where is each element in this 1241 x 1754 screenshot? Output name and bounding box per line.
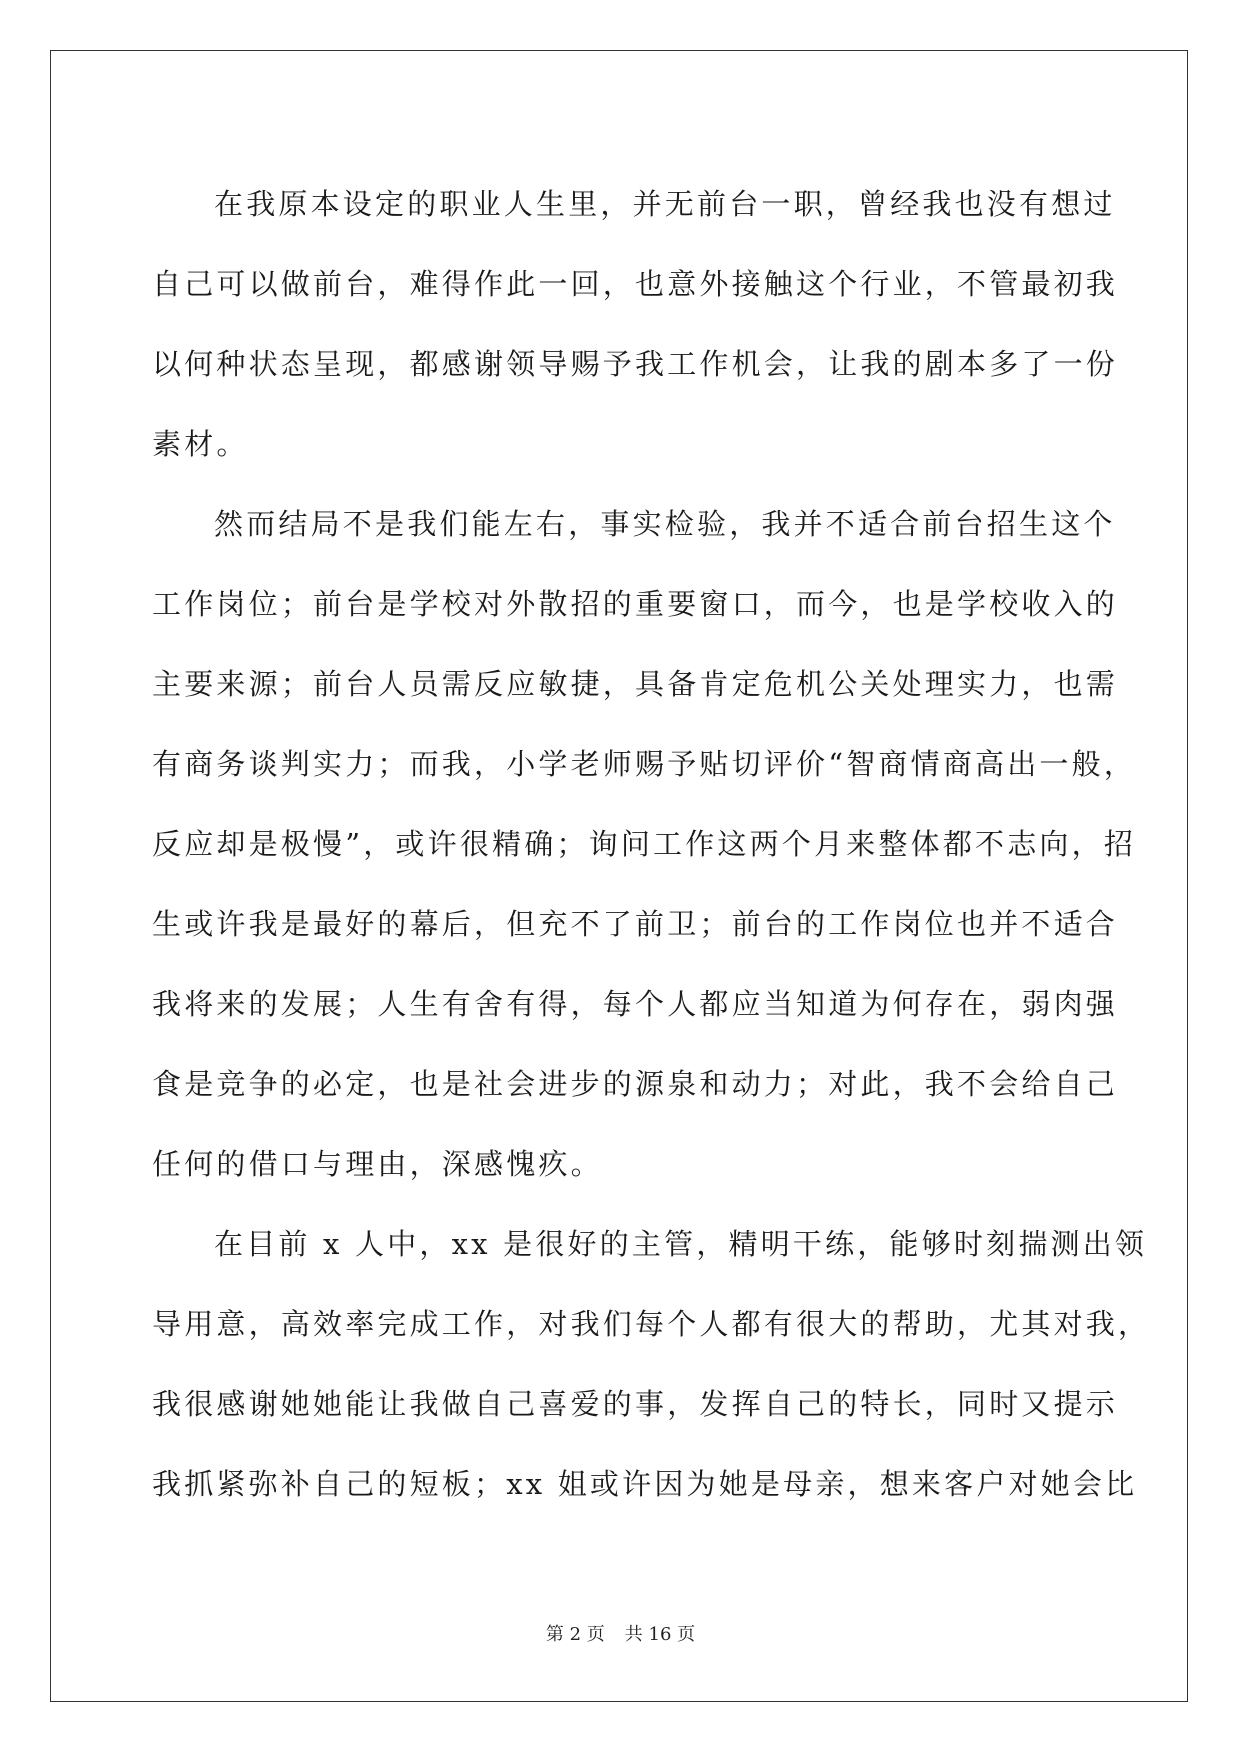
text-line: 工作岗位；前台是学校对外散招的重要窗口，而今，也是学校收入的 [152,587,1119,621]
text-line: 反应却是极慢”，或许很精确；询问工作这两个月来整体都不志向，招 [152,827,1137,861]
text-line: 食是竞争的必定，也是社会进步的源泉和动力；对此，我不会给自己 [152,1067,1119,1101]
text-line: 我抓紧弥补自己的短板；xx 姐或许因为她是母亲，想来客户对她会比 [152,1467,1138,1501]
paragraph-2 [152,484,1137,1204]
paragraph-3 [152,1204,1151,1524]
text-line: 导用意，高效率完成工作，对我们每个人都有很大的帮助，尤其对我， [152,1307,1151,1341]
text-line: 然而结局不是我们能左右，事实检验，我并不适合前台招生这个 [214,507,1116,541]
text-line: 素材。 [152,427,249,461]
text-line: 在目前 x 人中，xx 是很好的主管，精明干练，能够时刻揣测出领 [214,1227,1148,1261]
text-line: 我很感谢她她能让我做自己喜爱的事，发挥自己的特长，同时又提示 [152,1387,1119,1421]
text-line: 主要来源；前台人员需反应敏捷，具备肯定危机公关处理实力，也需 [152,667,1119,701]
text-line: 自己可以做前台，难得作此一回，也意外接触这个行业，不管最初我 [152,267,1119,301]
document-body [152,164,1151,1524]
text-line: 有商务谈判实力；而我，小学老师赐予贴切评价“智商情商高出一般， [152,747,1137,781]
text-line: 以何种状态呈现，都感谢领导赐予我工作机会，让我的剧本多了一份 [152,347,1119,381]
page-number: 第 2 页 [545,1624,605,1645]
text-line: 生或许我是最好的幕后，但充不了前卫；前台的工作岗位也并不适合 [152,907,1119,941]
page-total: 共 16 页 [624,1624,696,1645]
text-line: 任何的借口与理由，深感愧疚。 [152,1147,603,1181]
text-line: 在我原本设定的职业人生里，并无前台一职，曾经我也没有想过 [214,187,1116,221]
text-line: 我将来的发展；人生有舍有得，每个人都应当知道为何存在，弱肉强 [152,987,1119,1021]
paragraph-1 [152,164,1119,484]
page-footer [0,1623,1241,1647]
